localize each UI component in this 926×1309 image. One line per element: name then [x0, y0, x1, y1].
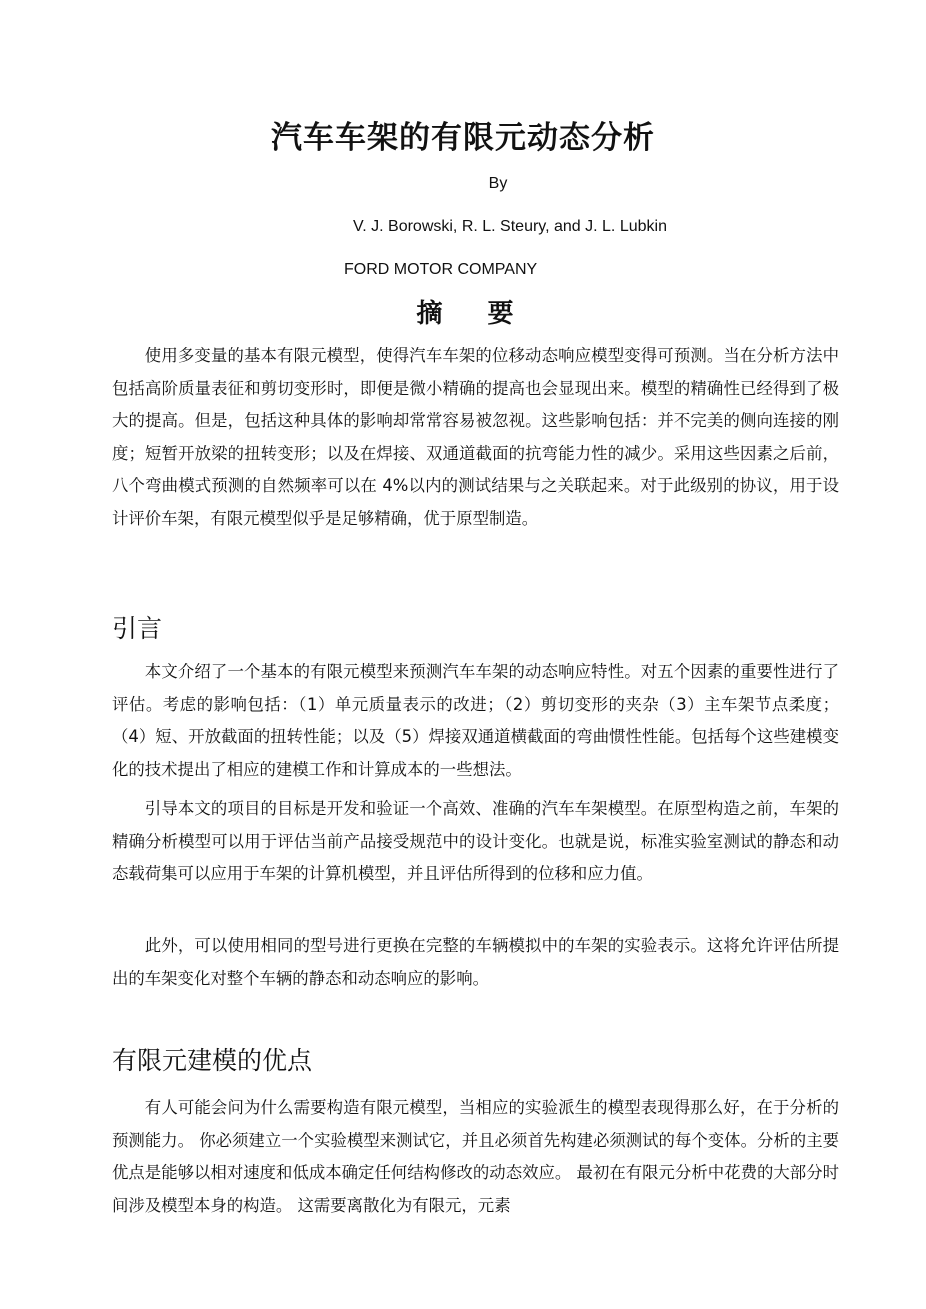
- introduction-paragraph: 本文介绍了一个基本的有限元模型来预测汽车车架的动态响应特性。对五个因素的重要性进行了评估。考虑的影响包括：（1）单元质量表示的改进；（2）剪切变形的夹杂（3）主车架节点柔度；（4）短、开放截面的扭转性能；以及（5）焊接双通道横截面的弯曲惯性性能。包括每个这些建模变化的技术提出了相应的建模工作和计算成本的一些想法。: [112, 662, 839, 779]
- introduction-paragraph: 此外，可以使用相同的型号进行更换在完整的车辆模拟中的车架的实验表示。这将允许评估所提出的车架变化对整个车辆的静态和动态响应的影响。: [112, 936, 839, 988]
- abstract-heading: 摘 要: [416, 299, 532, 329]
- section-heading-introduction: 引言: [112, 614, 163, 643]
- introduction-paragraph: 引导本文的项目的目标是开发和验证一个高效、准确的汽车车架模型。在原型构造之前，车架的精确分析模型可以用于评估当前产品接受规范中的设计变化。也就是说，标准实验室测试的静态和动态载荷集可以应用于车架的计算机模型，并且评估所得到的位移和应力值。: [112, 799, 839, 883]
- section-heading-advantages: 有限元建模的优点: [112, 1046, 313, 1075]
- abstract-paragraph: 使用多变量的基本有限元模型，使得汽车车架的位移动态响应模型变得可预测。当在分析方法中包括高阶质量表征和剪切变形时，即便是微小精确的提高也会显现出来。模型的精确性已经得到了极大的提高。但是，包括这种具体的影响却常常容易被忽视。这些影响包括：并不完美的侧向连接的刚度；短暂开放梁的扭转变形；以及在焊接、双通道截面的抗弯能力性的减少。采用这些因素之后前，八个弯曲模式预测的自然频率可以在 4%以内的测试结果与之关联起来。对于此级别的协议，用于设计评价车架，有限元模型似乎是足够精确，优于原型制造。: [112, 346, 839, 528]
- author-list: V. J. Borowski, R. L. Steury, and J. L. Lubkin: [353, 218, 667, 235]
- document-title: 汽车车架的有限元动态分析: [271, 120, 655, 156]
- author-affiliation: FORD MOTOR COMPANY: [344, 261, 538, 278]
- by-line: By: [488, 175, 508, 192]
- advantages-paragraph: 有人可能会问为什么需要构造有限元模型，当相应的实验派生的模型表现得那么好，在于分析的预测能力。 你必须建立一个实验模型来测试它，并且必须首先构建必须测试的每个变体。分析的主要优点是能够以相对速度和低成本确定任何结构修改的动态效应。 最初在有限元分析中花费的大部分时间涉及模型本身的构造。 这需要离散化为有限元，元素: [112, 1098, 839, 1215]
